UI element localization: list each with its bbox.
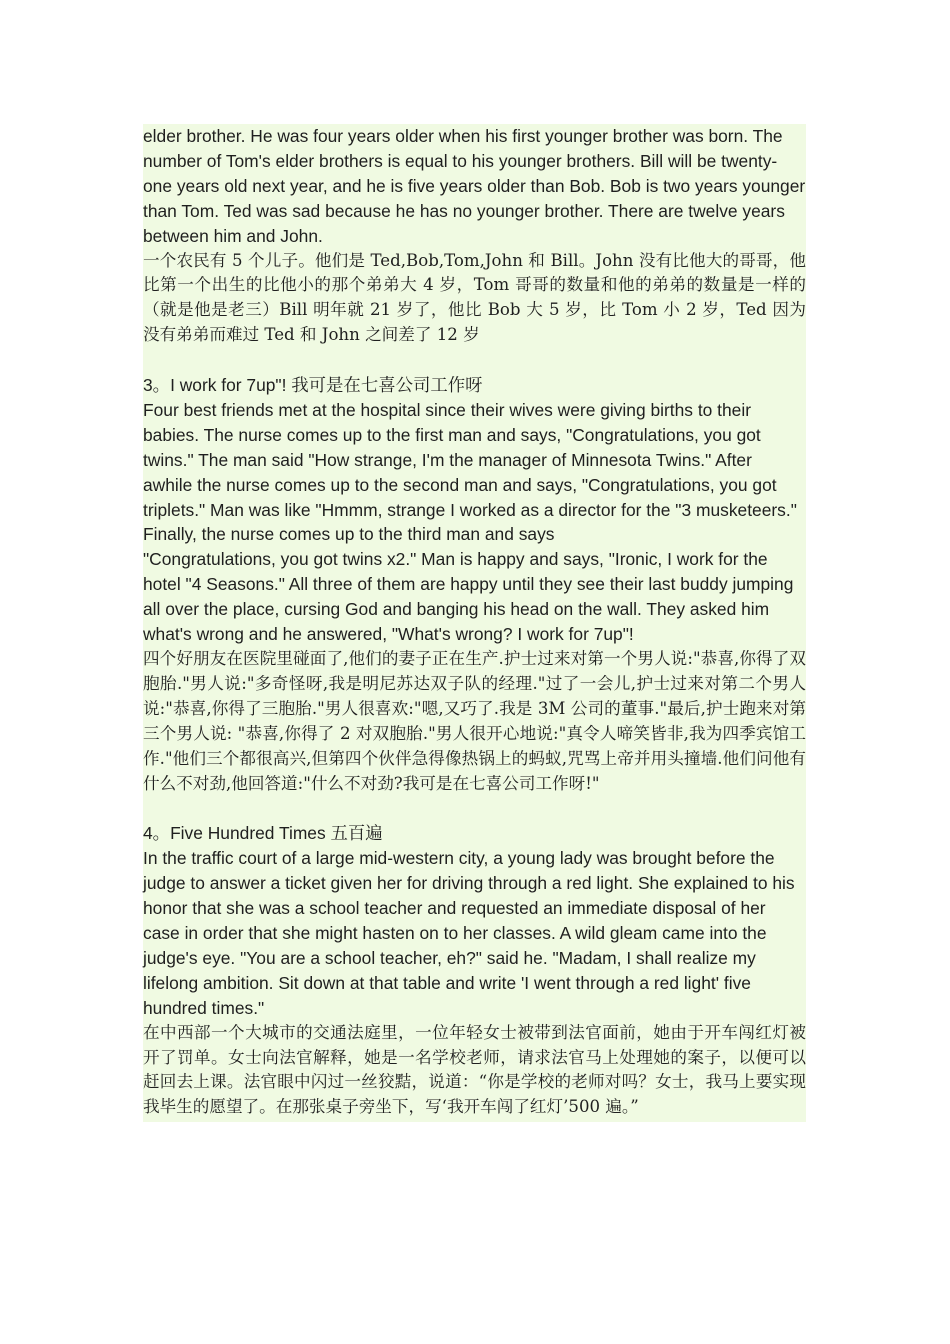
story4-english-paragraph: In the traffic court of a large mid-western city, a young lady was brought before the judge to answer a ticket given her for driving through a red light. She explained to his honor that she was a school teacher and requested an immediate disposal of her case in order that she might hasten on to her classes. A wild gleam came into the judge's eye. "You are a school teacher, eh?" said he. "Madam, I shall realize my lifelong ambition. Sit down at that table and write 'I went through a red light' five hundred times." (143, 848, 795, 1018)
story3-english-paragraph-1: Four best friends met at the hospital since their wives were giving births to their babies. The nurse comes up to the first man and says, "Congratulations, you got twins." The man said "How strange, I'm the manager of Minnesota Twins." After awhile the nurse comes up to the second man and says, "Congratulations, you got triplets." Man was like "Hmmm, strange I worked as a director for the "3 musketeers." Finally, the nurse comes up to the third man and says (143, 399, 797, 545)
paragraph-gap (143, 796, 806, 821)
document-text-block (143, 124, 806, 1122)
story3-english-paragraph-2: "Congratulations, you got twins x2." Man is happy and says, "Ironic, I work for the hotel "4 Seasons." All three of them are happy until they see their last buddy jumping all over the place, cursing God and banging his head on the wall. They asked him what's wrong and he answered, "What's wrong? I work for 7up"! (143, 549, 794, 645)
paragraph-gap (143, 348, 806, 373)
story3-title: 3。I work for 7up"! 我可是在七喜公司工作呀 (143, 375, 483, 396)
story2-chinese-paragraph: 一个农民有 5 个儿子。他们是 Ted,Bob,Tom,John 和 Bill。John 没有比他大的哥哥，他比第一个出生的比他小的那个弟弟大 4 岁，Tom 哥哥的数量和他的弟弟的数量是一样的（就是他是老三）Bill 明年就 21 岁了，他比 Bob 大 5 岁，比 Tom 小 2 岁，Ted 因为没有弟弟而难过 Ted 和 John 之间差了 12 岁 (143, 250, 806, 345)
story4-title: 4。Five Hundred Times 五百遍 (143, 823, 383, 844)
story2-english-paragraph: elder brother. He was four years older when his first younger brother was born. The number of Tom's elder brothers is equal to his younger brothers. Bill will be twenty-one years old next year, and he is five years older than Bob. Bob is two years younger than Tom. Ted was sad because he has no younger brother. There are twelve years between him and John. (143, 126, 806, 246)
story3-chinese-paragraph: 四个好朋友在医院里碰面了,他们的妻子正在生产.护士过来对第一个男人说:"恭喜,你得了双胞胎."男人说:"多奇怪呀,我是明尼苏达双子队的经理."过了一会儿,护士过来对第二个男人说:"恭喜,你得了三胞胎."男人很喜欢:"嗯,又巧了.我是 3M 公司的董事."最后,护士跑来对第三个男人说: "恭喜,你得了 2 对双胞胎."男人很开心地说:"真令人啼笑皆非,我为四季宾馆工作."他们三个都很高兴,但第四个伙伴急得像热锅上的蚂蚁,咒骂上帝并用头撞墙.他们问他有什么不对劲,他回答道:"什么不对劲?我可是在七喜公司工作呀!" (143, 649, 806, 793)
story4-chinese-paragraph: 在中西部一个大城市的交通法庭里，一位年轻女士被带到法官面前，她由于开车闯红灯被开了罚单。女士向法官解释，她是一名学校老师，请求法官马上处理她的案子，以便可以赶回去上课。法官眼中闪过一丝狡黠，说道：“你是学校的老师对吗？女士，我马上要实现我毕生的愿望了。在那张桌子旁坐下，写‘我开车闯了红灯’500 遍。” (143, 1022, 806, 1117)
